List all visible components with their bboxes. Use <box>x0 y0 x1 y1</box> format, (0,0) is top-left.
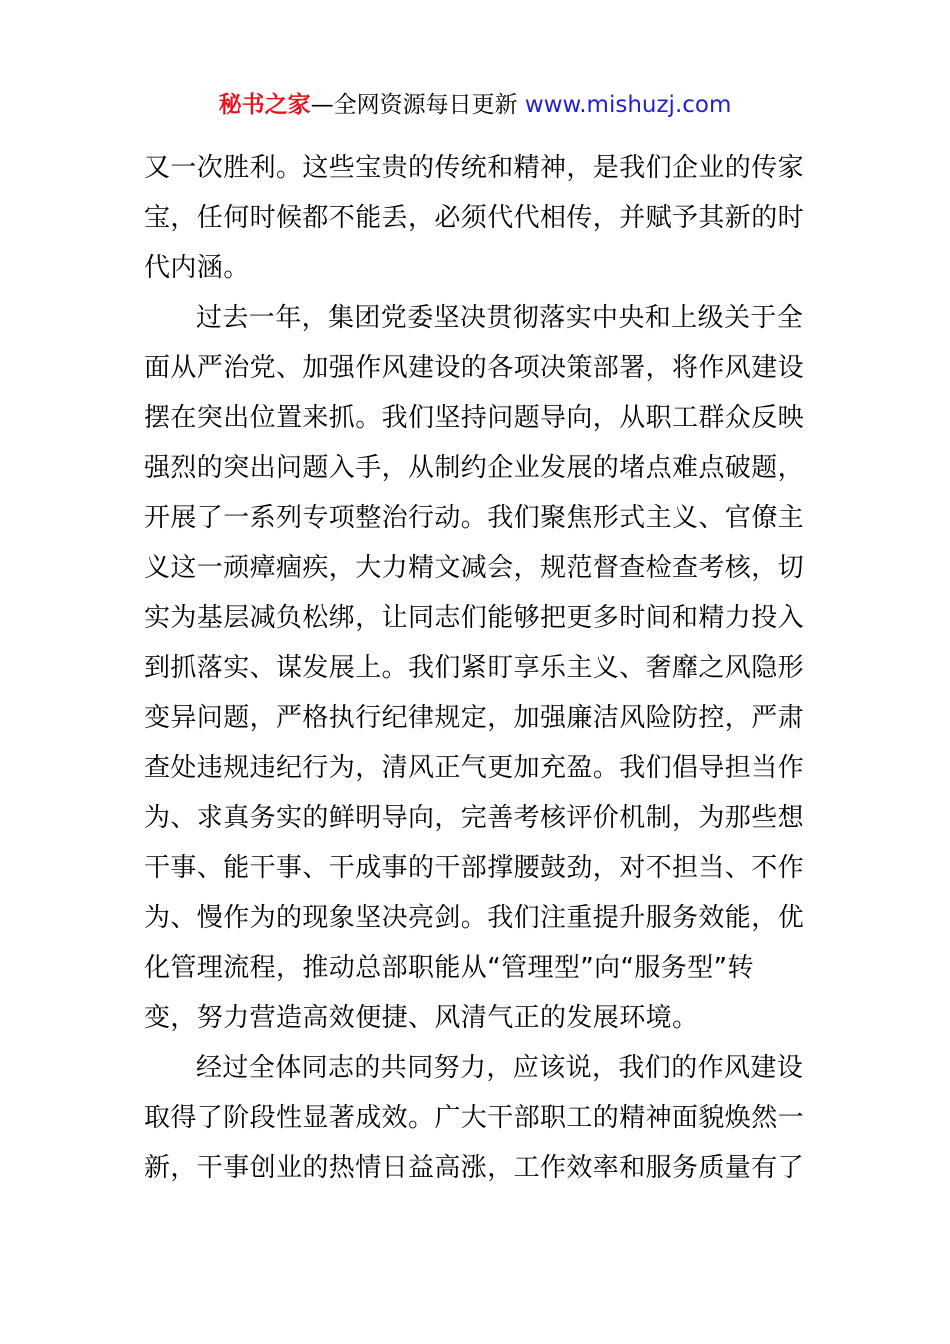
text-line: 开展了一系列专项整治行动。我们聚焦形式主义、官僚主 <box>144 503 805 533</box>
text-line: 又一次胜利。这些宝贵的传统和精神，是我们企业的传家 <box>144 153 805 183</box>
header-brand: 秘书之家 <box>218 92 311 118</box>
paragraph-1 <box>144 143 808 293</box>
text-line: 实为基层减负松绑，让同志们能够把更多时间和精力投入 <box>144 603 805 633</box>
text-line: 义这一顽瘴痼疾，大力精文减会，规范督查检查考核，切 <box>144 553 805 583</box>
text-line: 代内涵。 <box>144 253 250 283</box>
paragraph-2 <box>144 293 808 1043</box>
header-tagline: —全网资源每日更新 <box>310 92 525 118</box>
text-line: 化管理流程，推动总部职能从“管理型”向“服务型”转 <box>144 953 754 983</box>
text-line: 变异问题，严格执行纪律规定，加强廉洁风险防控，严肃 <box>144 703 805 733</box>
text-line: 变，努力营造高效便捷、风清气正的发展环境。 <box>144 1003 699 1033</box>
document-body <box>144 143 808 1193</box>
paragraph-3 <box>144 1043 808 1193</box>
text-line: 经过全体同志的共同努力，应该说，我们的作风建设 <box>196 1053 804 1083</box>
text-line: 强烈的突出问题入手，从制约企业发展的堵点难点破题， <box>144 453 805 483</box>
text-line: 新，干事创业的热情日益高涨，工作效率和服务质量有了 <box>144 1153 805 1183</box>
text-line: 干事、能干事、干成事的干部撑腰鼓劲，对不担当、不作 <box>144 853 805 883</box>
page-header <box>0 88 950 122</box>
text-line: 面从严治党、加强作风建设的各项决策部署，将作风建设 <box>144 353 805 383</box>
text-line: 查处违规违纪行为，清风正气更加充盈。我们倡导担当作 <box>144 753 805 783</box>
text-line: 宝，任何时候都不能丢，必须代代相传，并赋予其新的时 <box>144 203 805 233</box>
text-line: 到抓落实、谋发展上。我们紧盯享乐主义、奢靡之风隐形 <box>144 653 805 683</box>
text-line: 摆在突出位置来抓。我们坚持问题导向，从职工群众反映 <box>144 403 805 433</box>
text-line: 过去一年，集团党委坚决贯彻落实中央和上级关于全 <box>196 303 804 333</box>
text-line: 为、慢作为的现象坚决亮剑。我们注重提升服务效能，优 <box>144 903 805 933</box>
header-url-link[interactable]: www.mishuzj.com <box>524 92 732 118</box>
text-line: 为、求真务实的鲜明导向，完善考核评价机制，为那些想 <box>144 803 805 833</box>
text-line: 取得了阶段性显著成效。广大干部职工的精神面貌焕然一 <box>144 1103 805 1133</box>
